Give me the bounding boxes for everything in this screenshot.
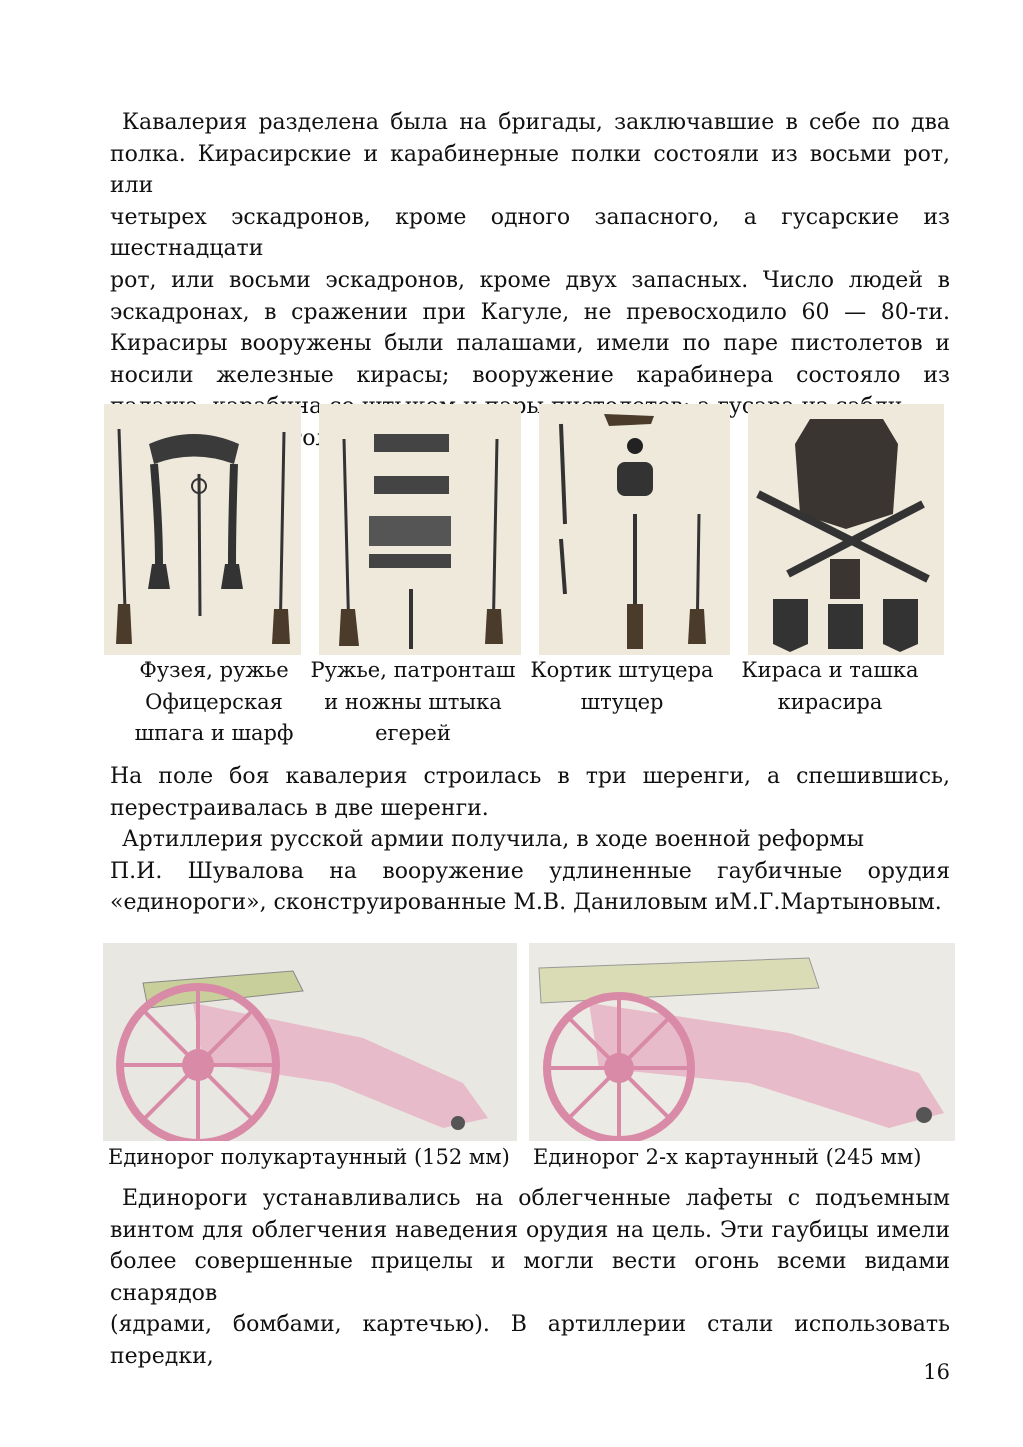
text-line: Артиллерия русской армии получила, в ходе военной реформы — [122, 827, 864, 853]
caption-line: Офицерская — [145, 689, 283, 714]
figure-musket-cartridge-box — [319, 404, 521, 655]
text-line: полка. Кирасирские и карабинерные полки состояли из восьми рот, или — [110, 141, 950, 199]
figure-unicorn-half-cartoon — [103, 943, 517, 1141]
paragraph-unicorns — [110, 1183, 950, 1373]
caption-line: шпага и шарф — [134, 721, 294, 745]
paragraph-cavalry — [110, 107, 950, 455]
text-line: «единороги», сконструированные М.В. Даниловым иМ.Г.Мартыновым. — [110, 890, 942, 916]
caption-fusil — [104, 655, 324, 750]
text-line: Единороги устанавливались на облегченные лафеты с подъемным — [122, 1186, 950, 1211]
text-line: более совершенные прицелы и могли вести огонь всеми видами снарядов — [110, 1249, 950, 1306]
caption-line: егерей — [375, 721, 451, 745]
caption-line: кирасира — [777, 689, 883, 714]
page-number: 16 — [923, 1360, 950, 1384]
text-line: На поле боя кавалерия строилась в три шеренги, а спешившись, — [110, 764, 950, 789]
text-line: носили железные кирасы; вооружение карабинера состояло из — [110, 362, 950, 388]
text-line: винтом для облегчения наведения орудия на цель. Эти гаубицы имели — [110, 1217, 950, 1243]
text-line: четырех эскадронов, кроме одного запасного, а гусарские из шестнадцати — [110, 204, 950, 262]
figure-fusil-sword-scarf — [104, 404, 301, 655]
paragraph-artillery — [110, 761, 950, 919]
caption-cuirass — [730, 655, 930, 718]
caption-line: Кираса и ташка — [741, 658, 919, 682]
text-line: эскадронах, в сражении при Кагуле, не превосходило 60 — 80-ти. — [110, 299, 950, 325]
text-line: Кавалерия разделена была на бригады, заключавшие в себе по два — [122, 110, 950, 135]
figure-unicorn-two-cartoon — [529, 943, 955, 1141]
text-line: (ядрами, бомбами, картечью). В артиллерии стали использовать передки, — [110, 1312, 950, 1369]
caption-unicorn-half: Единорог полукартаунный (152 мм) — [108, 1145, 510, 1169]
caption-rifle — [522, 655, 722, 718]
text-line: пистолетов. — [248, 425, 388, 451]
text-line: перестраивалась в две шеренги. — [110, 795, 489, 821]
caption-musket — [306, 655, 520, 750]
text-line: Кирасиры вооружены были палашами, имели по паре пистолетов и — [110, 331, 950, 357]
caption-line: Ружье, патронташ — [310, 658, 516, 682]
caption-line: Фузея, ружье — [139, 658, 289, 682]
caption-line: Кортик штуцера — [530, 658, 714, 682]
figure-rifle-dirk — [539, 404, 730, 655]
figure-cuirass-sabretache — [748, 404, 944, 655]
text-line: П.И. Шувалова на вооружение удлиненные гаубичные орудия — [110, 858, 950, 884]
text-line: рот, или восьми эскадронов, кроме двух запасных. Число людей в — [110, 267, 950, 293]
caption-unicorn-two: Единорог 2-х картаунный (245 мм) — [533, 1145, 922, 1169]
caption-line: штуцер — [580, 689, 664, 714]
caption-line: и ножны штыка — [324, 689, 502, 714]
